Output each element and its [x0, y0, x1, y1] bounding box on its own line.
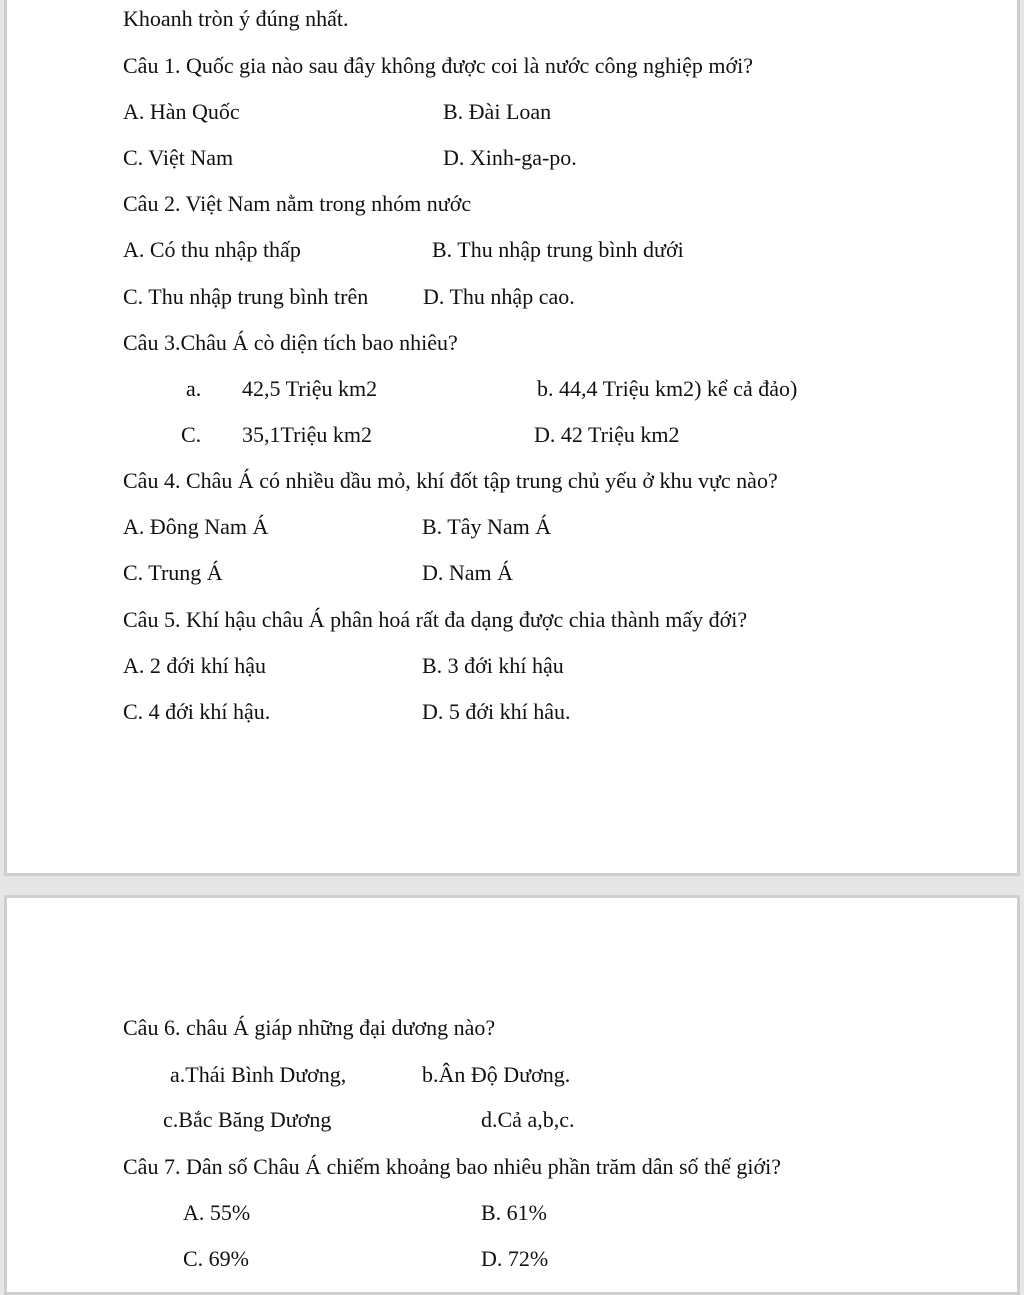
q6-option-b: b.Ân Độ Dương.: [422, 1062, 571, 1087]
q2-option-a: A. Có thu nhập thấp: [123, 237, 301, 262]
q6-option-a: a.Thái Bình Dương,: [170, 1062, 347, 1087]
q1-option-c: C. Việt Nam: [123, 145, 234, 170]
q1-option-a: A. Hàn Quốc: [123, 99, 240, 124]
q6-option-c: c.Bắc Băng Dương: [163, 1107, 332, 1132]
document-page-1: [4, 0, 1020, 876]
q3-option-c-text: 35,1Triệu km2: [242, 422, 372, 447]
q2-option-d: D. Thu nhập cao.: [423, 284, 575, 309]
q5-option-a: A. 2 đới khí hậu: [123, 653, 267, 678]
q7-option-a: A. 55%: [183, 1200, 251, 1225]
q7-option-c: C. 69%: [183, 1246, 249, 1271]
q3-option-b: b. 44,4 Triệu km2) kể cả đảo): [537, 376, 798, 401]
q1-option-b: B. Đài Loan: [443, 99, 552, 124]
q4-option-a: A. Đông Nam Á: [123, 514, 269, 539]
q3-option-d: D. 42 Triệu km2: [534, 422, 680, 447]
document-page-2: [4, 895, 1020, 1295]
question-1: Câu 1. Quốc gia nào sau đây không được coi là nước công nghiệp mới?: [123, 53, 753, 78]
q2-option-c: C. Thu nhập trung bình trên: [123, 284, 369, 309]
q5-option-b: B. 3 đới khí hậu: [422, 653, 564, 678]
question-7: Câu 7. Dân số Châu Á chiếm khoảng bao nhiêu phần trăm dân số thế giới?: [123, 1154, 782, 1179]
instruction-text: Khoanh tròn ý đúng nhất.: [123, 6, 349, 31]
q6-option-d: d.Cả a,b,c.: [481, 1107, 575, 1132]
question-4: Câu 4. Châu Á có nhiều dầu mỏ, khí đốt tập trung chủ yếu ở khu vực nào?: [123, 468, 778, 493]
q5-option-d: D. 5 đới khí hâu.: [422, 699, 571, 724]
q3-option-a-letter: a.: [186, 376, 202, 401]
question-3: Câu 3.Châu Á cò diện tích bao nhiêu?: [123, 330, 458, 355]
q4-option-d: D. Nam Á: [422, 560, 514, 585]
q7-option-d: D. 72%: [481, 1246, 549, 1271]
q1-option-d: D. Xinh-ga-po.: [443, 145, 577, 170]
q4-option-b: B. Tây Nam Á: [422, 514, 552, 539]
q2-option-b: B. Thu nhập trung bình dưới: [432, 237, 684, 262]
q3-option-c-letter: C.: [181, 422, 202, 447]
question-5: Câu 5. Khí hậu châu Á phân hoá rất đa dạng được chia thành mấy đới?: [123, 607, 748, 632]
q5-option-c: C. 4 đới khí hậu.: [123, 699, 271, 724]
q3-option-a-text: 42,5 Triệu km2: [242, 376, 378, 401]
q7-option-b: B. 61%: [481, 1200, 547, 1225]
q4-option-c: C. Trung Á: [123, 560, 223, 585]
question-6: Câu 6. châu Á giáp những đại dương nào?: [123, 1015, 496, 1040]
question-2: Câu 2. Việt Nam nằm trong nhóm nước: [123, 191, 472, 216]
